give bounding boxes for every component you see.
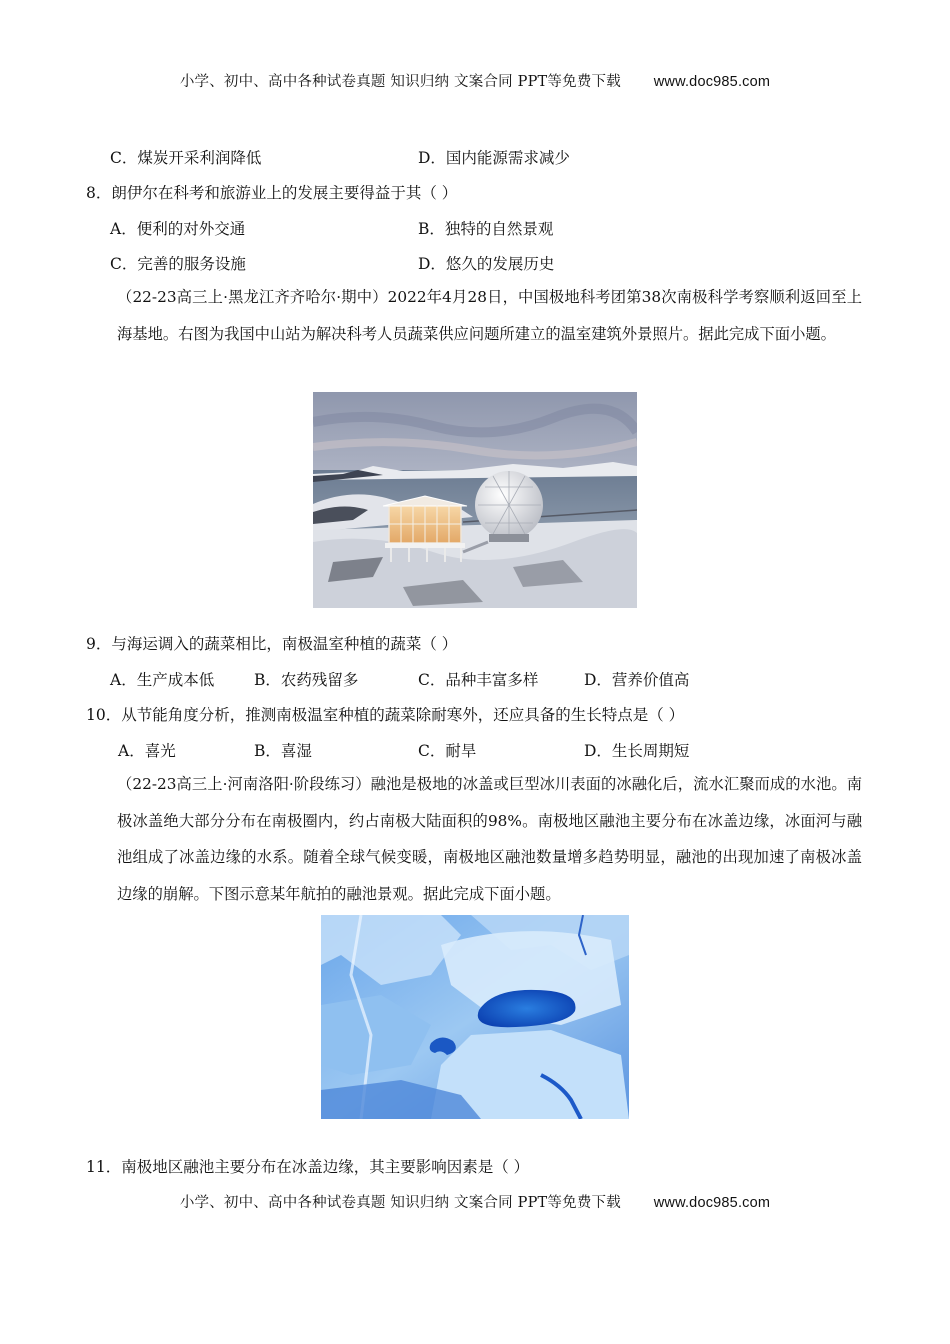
passage-greenhouse — [86, 279, 862, 352]
header-site[interactable]: www.doc985.com — [653, 74, 771, 90]
meltpond-aerial-photo — [321, 915, 629, 1119]
page-footer — [0, 1191, 950, 1212]
greenhouse-photo — [313, 392, 637, 608]
q9-stem: 9．与海运调入的蔬菜相比，南极温室种植的蔬菜（ ） — [86, 635, 458, 653]
q7-option-c: C．煤炭开采利润降低 — [110, 149, 262, 167]
q9-option-b: B．农药残留多 — [254, 671, 359, 689]
q8-stem: 8．朗伊尔在科考和旅游业上的发展主要得益于其（ ） — [86, 184, 458, 202]
footer-text: 小学、初中、高中各种试卷真题 知识归纳 文案合同 PPT等免费下载 — [179, 1195, 621, 1211]
q8-option-a: A．便利的对外交通 — [110, 220, 246, 238]
passage-meltpond — [86, 766, 862, 912]
q9-option-a: A．生产成本低 — [110, 671, 215, 689]
q8-option-b: B．独特的自然景观 — [418, 220, 554, 238]
q10-option-b: B．喜湿 — [254, 742, 312, 760]
q10-option-c: C．耐旱 — [418, 742, 477, 760]
page-header — [0, 70, 950, 91]
q8-option-c: C．完善的服务设施 — [110, 255, 246, 273]
q9-option-c: C．品种丰富多样 — [418, 671, 539, 689]
q10-stem: 10．从节能角度分析，推测南极温室种植的蔬菜除耐寒外，还应具备的生长特点是（ ） — [86, 706, 685, 724]
footer-site[interactable]: www.doc985.com — [653, 1195, 771, 1211]
q7-option-d: D．国内能源需求减少 — [418, 149, 570, 167]
q9-option-d: D．营养价值高 — [584, 671, 690, 689]
header-text: 小学、初中、高中各种试卷真题 知识归纳 文案合同 PPT等免费下载 — [179, 74, 621, 90]
passage-greenhouse-text: （22-23高三上·黑龙江齐齐哈尔·期中）2022年4月28日，中国极地科考团第38次南极科学考察顺利返回至上海基地。右图为我国中山站为解决科考人员蔬菜供应问题所建立的温室建筑外景照片。据此完成下面小题。 — [117, 288, 862, 343]
passage-meltpond-text: （22-23高三上·河南洛阳·阶段练习）融池是极地的冰盖或巨型冰川表面的冰融化后，流水汇聚而成的水池。南极冰盖绝大部分分布在南极圈内，约占南极大陆面积的98%。南极地区融池主要分布在冰盖边缘，冰面河与融池组成了冰盖边缘的水系。随着全球气候变暖，南极地区融池数量增多趋势明显，融池的出现加速了南极冰盖边缘的崩解。下图示意某年航拍的融池景观。据此完成下面小题。 — [117, 775, 862, 903]
q10-option-d: D．生长周期短 — [584, 742, 690, 760]
q11-stem: 11．南极地区融池主要分布在冰盖边缘，其主要影响因素是（ ） — [86, 1158, 530, 1176]
q8-option-d: D．悠久的发展历史 — [418, 255, 555, 273]
q10-option-a: A．喜光 — [118, 742, 176, 760]
